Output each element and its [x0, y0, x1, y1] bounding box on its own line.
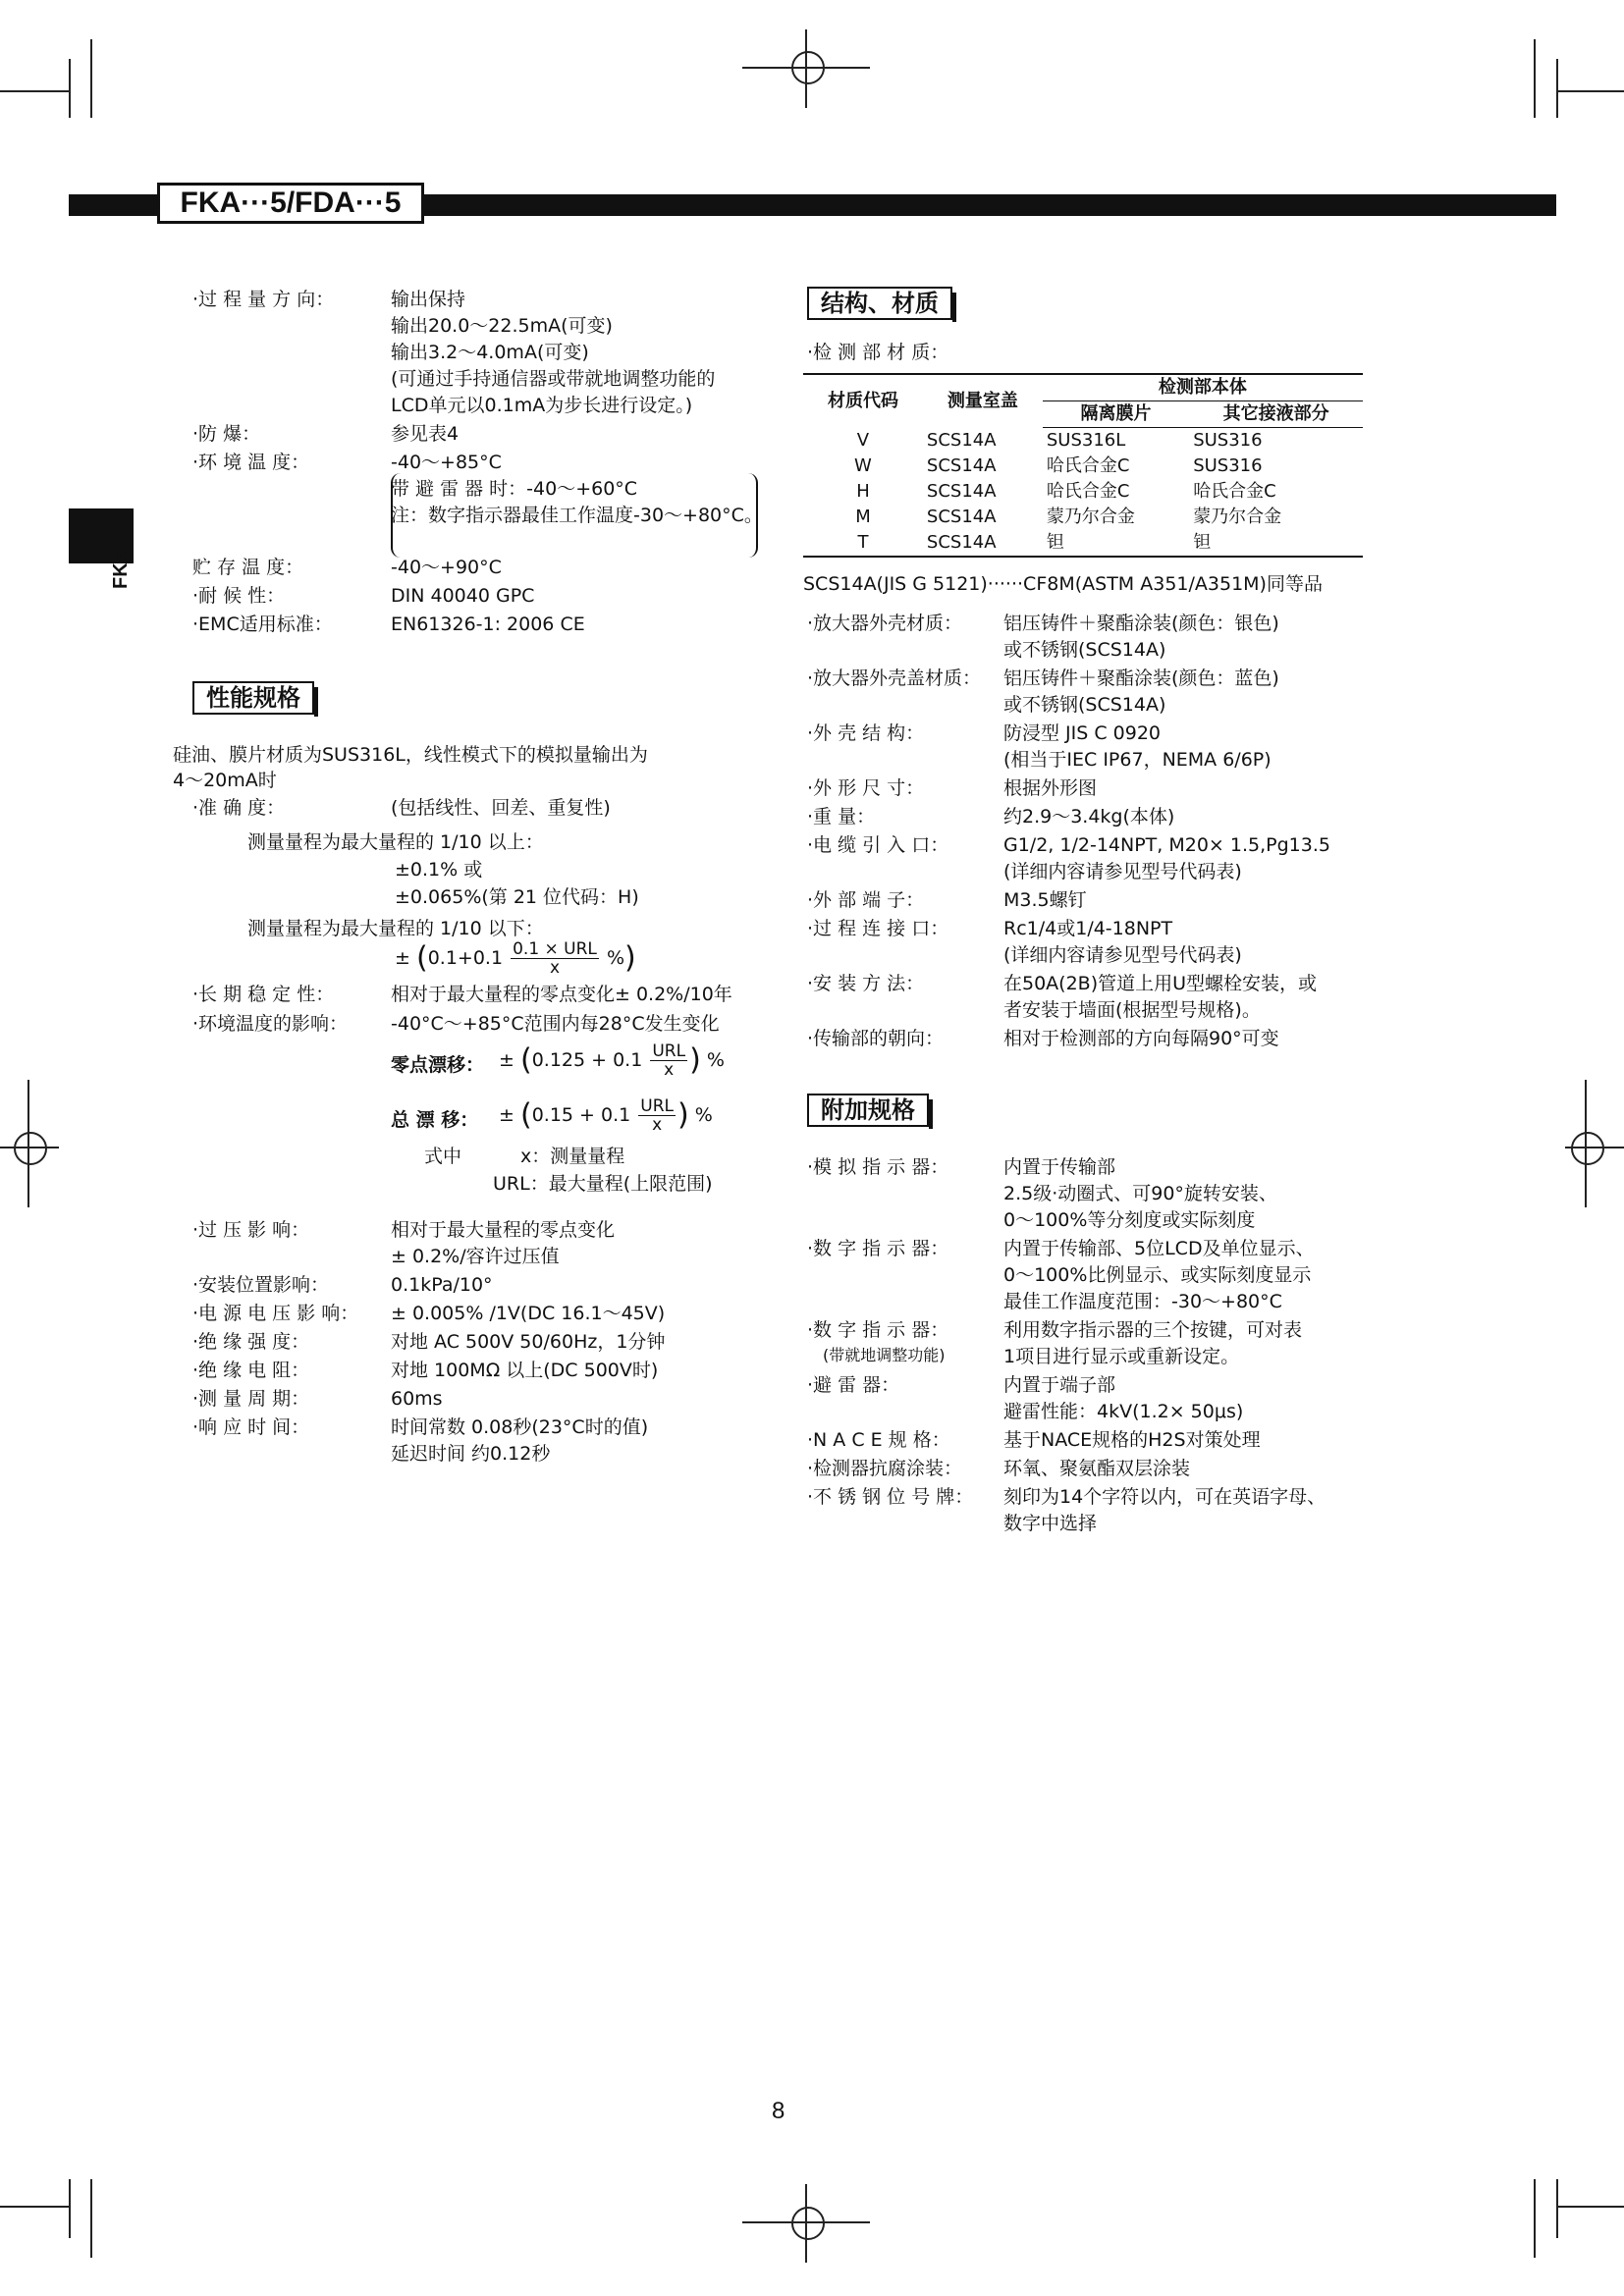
- spec-value: 铝压铸件＋聚酯涂装(颜色：蓝色): [1003, 667, 1279, 689]
- total-unit: %: [694, 1104, 713, 1126]
- formula-den: x: [549, 958, 561, 978]
- spec-value: 环氧、聚氨酯双层涂装: [1003, 1458, 1191, 1479]
- spec-value: 参见表4: [391, 423, 460, 445]
- page-number: 8: [772, 2098, 785, 2124]
- table-row: [803, 479, 1363, 505]
- th-code: 材质代码: [803, 374, 923, 428]
- table-cell: 哈氏合金C: [1046, 455, 1130, 476]
- table-cell: 哈氏合金C: [1046, 481, 1130, 502]
- spec-value: (详细内容请参见型号代码表): [1003, 944, 1242, 966]
- spec-value: 输出20.0～22.5mA(可变): [391, 315, 613, 337]
- spec-value: 1项目进行显示或重新设定。: [1003, 1346, 1240, 1367]
- spec-value: Rc1/4或1/4-18NPT: [1003, 918, 1173, 939]
- spec-value: 基于NACE规格的H2S对策处理: [1003, 1429, 1261, 1451]
- spec-value: -40～+90°C: [391, 557, 502, 578]
- spec-label: 贮 存 温 度：: [192, 557, 304, 578]
- total-den: x: [652, 1115, 663, 1135]
- spec-label: ·电 源 电 压 影 响：: [192, 1303, 359, 1324]
- accuracy-line-1: (包括线性、回差、重复性): [391, 797, 611, 819]
- table-cell: SCS14A: [926, 481, 997, 502]
- spec-value: 数字中选择: [1003, 1513, 1098, 1534]
- spec-value: 对地 100MΩ 以上(DC 500V时): [391, 1360, 659, 1381]
- spec-label: ·N A C E 规 格：: [807, 1429, 950, 1451]
- spec-value: (可通过手持通信器或带就地调整功能的: [391, 368, 716, 390]
- total-drift-label: 总 漂 移：: [391, 1109, 479, 1131]
- spec-label: ·不 锈 钢 位 号 牌：: [807, 1486, 974, 1508]
- zero-unit: %: [706, 1049, 725, 1071]
- table-cell: SCS14A: [926, 429, 997, 451]
- spec-label: ·数 字 指 示 器：: [807, 1319, 949, 1341]
- zero-pm: ±: [499, 1049, 514, 1071]
- spec-label: ·过 程 连 接 口：: [807, 918, 949, 939]
- spec-value: 相对于最大量程的零点变化: [391, 1219, 616, 1241]
- table-note: SCS14A(JIS G 5121)······CF8M(ASTM A351/A351M)同等品: [803, 573, 1323, 595]
- spec-value: 时间常数 0.08秒(23°C时的值): [391, 1416, 649, 1438]
- table-row: [803, 454, 1363, 479]
- spec-label: ·外 部 端 子：: [807, 889, 925, 911]
- spec-value: 刻印为14个字符以内，可在英语字母、: [1003, 1486, 1326, 1508]
- spec-label: ·重 量：: [807, 806, 876, 828]
- spec-value: G1/2, 1/2-14NPT, M20× 1.5,Pg13.5: [1003, 834, 1330, 856]
- additional-section-title: 附加规格: [807, 1094, 929, 1127]
- accuracy-line-5: 测量量程为最大量程的 1/10 以下：: [247, 918, 544, 939]
- spec-label: ·测 量 周 期：: [192, 1388, 310, 1410]
- spec-sublabel: (带就地调整功能): [823, 1346, 946, 1364]
- spec-value: (相当于IEC IP67，NEMA 6/6P): [1003, 749, 1272, 771]
- spec-label: ·绝 缘 电 阻：: [192, 1360, 310, 1381]
- spec-value: 或不锈钢(SCS14A): [1003, 639, 1166, 661]
- formula-unit: %: [606, 947, 625, 969]
- spec-value: 注：数字指示器最佳工作温度-30～+80°C。: [391, 505, 763, 526]
- th-diaphragm: 隔离膜片: [1043, 401, 1189, 428]
- spec-label: ·过 压 影 响：: [192, 1219, 310, 1241]
- perf-section-title: 性能规格: [192, 681, 314, 715]
- spec-value: 根据外形图: [1003, 777, 1098, 799]
- table-cell: SUS316L: [1046, 430, 1126, 451]
- th-body: 检测部本体: [1043, 374, 1363, 401]
- formula-a: 0.1+0.1: [427, 947, 504, 969]
- where-label: 式中: [424, 1146, 462, 1167]
- spec-value: 最佳工作温度范围：-30～+80°C: [1003, 1291, 1282, 1312]
- spec-label: ·检测器抗腐涂装：: [807, 1458, 963, 1479]
- temp-effect-value: -40°C～+85°C范围内每28°C发生变化: [391, 1013, 720, 1035]
- spec-label: ·外 壳 结 构：: [807, 722, 925, 744]
- table-cell: SUS316: [1193, 455, 1263, 476]
- spec-value: 0.1kPa/10°: [391, 1274, 493, 1296]
- total-a: 0.15 + 0.1: [531, 1104, 631, 1126]
- spec-value: DIN 40040 GPC: [391, 585, 535, 607]
- total-num: URL: [640, 1096, 674, 1116]
- spec-value: 内置于端子部: [1003, 1374, 1116, 1396]
- spec-value: ± 0.2%/容许过压值: [391, 1246, 560, 1267]
- table-cell: M: [855, 507, 871, 527]
- zero-a: 0.125 + 0.1: [531, 1049, 643, 1071]
- zero-num: URL: [652, 1041, 686, 1061]
- spec-value: 利用数字指示器的三个按键，可对表: [1003, 1319, 1303, 1341]
- table-cell: 哈氏合金C: [1193, 481, 1276, 502]
- table-cell: SUS316: [1193, 430, 1263, 451]
- where-x: x：测量量程: [520, 1146, 625, 1167]
- spec-value: 延迟时间 约0.12秒: [391, 1443, 551, 1465]
- table-cell: W: [854, 455, 872, 476]
- table-cell: H: [856, 481, 870, 502]
- zero-drift-label: 零点漂移：: [391, 1054, 485, 1076]
- total-pm: ±: [499, 1104, 514, 1126]
- spec-value: -40～+85°C: [391, 452, 502, 473]
- model-title: FKA···5/FDA···5: [157, 183, 424, 224]
- temp-effect-label: ·环境温度的影响：: [192, 1013, 349, 1035]
- detector-label: ·检 测 部 材 质：: [807, 342, 949, 363]
- accuracy-line-3: ±0.1% 或: [395, 859, 483, 881]
- accuracy-formula: ± (0.1+0.1 $\frac{\text{0.1 × URL}}{x}$ %): [395, 939, 636, 978]
- spec-label: ·数 字 指 示 器：: [807, 1238, 949, 1259]
- spec-value: 带 避 雷 器 时：-40～+60°C: [391, 478, 638, 500]
- table-row: [803, 530, 1363, 557]
- where-url: URL：最大量程(上限范围): [493, 1173, 713, 1195]
- spec-label: ·环 境 温 度：: [192, 452, 310, 473]
- spec-label: ·电 缆 引 入 口：: [807, 834, 949, 856]
- spec-value: 者安装于墙面(根据型号规格)。: [1003, 999, 1261, 1021]
- table-cell: SCS14A: [926, 507, 997, 527]
- table-row: [803, 505, 1363, 530]
- spec-label: ·模 拟 指 示 器：: [807, 1156, 949, 1178]
- spec-label: ·耐 候 性：: [192, 585, 286, 607]
- material-table: [803, 373, 1363, 558]
- spec-value: 输出保持: [391, 289, 466, 310]
- table-cell: 钽: [1189, 530, 1363, 557]
- table-cell: T: [803, 530, 923, 557]
- spec-label: ·传输部的朝向：: [807, 1028, 945, 1049]
- table-cell: V: [856, 429, 870, 451]
- total-drift-formula: ± (0.15 + 0.1 $\frac{\text{URL}}{x}$ ) %: [499, 1096, 713, 1135]
- th-wetted: 其它接液部分: [1189, 401, 1363, 428]
- spec-value: 60ms: [391, 1388, 443, 1410]
- formula-num: 0.1 × URL: [513, 939, 597, 959]
- table-cell: 蒙乃尔合金: [1193, 507, 1282, 527]
- spec-value: 防浸型 JIS C 0920: [1003, 722, 1162, 744]
- spec-value: 输出3.2～4.0mA(可变): [391, 342, 589, 363]
- table-cell: SCS14A: [923, 530, 1043, 557]
- spec-label: ·安 装 方 法：: [807, 973, 925, 994]
- spec-value: 内置于传输部、5位LCD及单位显示、: [1003, 1238, 1315, 1259]
- struct-section-title: 结构、材质: [807, 287, 952, 320]
- spec-value: LCD单元以0.1mA为步长进行设定。): [391, 395, 693, 416]
- spec-value: ± 0.005% /1V(DC 16.1～45V): [391, 1303, 666, 1324]
- stability-label: ·长 期 稳 定 性：: [192, 984, 335, 1005]
- spec-label: ·安装位置影响：: [192, 1274, 330, 1296]
- spec-value: 0～100%比例显示、或实际刻度显示: [1003, 1264, 1312, 1286]
- table-cell: 钽: [1043, 530, 1189, 557]
- stability-value: 相对于最大量程的零点变化± 0.2%/10年: [391, 984, 732, 1005]
- spec-value: 在50A(2B)管道上用U型螺栓安装，或: [1003, 973, 1318, 994]
- spec-label: ·绝 缘 强 度：: [192, 1331, 310, 1353]
- spec-value: 内置于传输部: [1003, 1156, 1116, 1178]
- lightning-note-bracket: [391, 473, 758, 558]
- th-room: 测量室盖: [923, 374, 1043, 428]
- accuracy-label: ·准 确 度：: [192, 797, 286, 819]
- table-cell: 蒙乃尔合金: [1046, 507, 1135, 527]
- zero-drift-formula: ± (0.125 + 0.1 $\frac{\text{URL}}{x}$ ) %: [499, 1041, 725, 1080]
- spec-value: 或不锈钢(SCS14A): [1003, 694, 1166, 716]
- spec-label: ·外 形 尺 寸：: [807, 777, 925, 799]
- spec-label: ·放大器外壳盖材质：: [807, 667, 982, 689]
- spec-value: EN61326-1: 2006 CE: [391, 614, 585, 635]
- spec-value: 对地 AC 500V 50/60Hz，1分钟: [391, 1331, 666, 1353]
- perf-intro-2: 4～20mA时: [173, 770, 277, 791]
- formula-pm: ±: [395, 947, 410, 969]
- accuracy-line-4: ±0.065%(第 21 位代码：H): [395, 886, 639, 908]
- spec-label: ·响 应 时 间：: [192, 1416, 310, 1438]
- spec-value: 避雷性能：4kV(1.2× 50μs): [1003, 1401, 1244, 1422]
- accuracy-line-2: 测量量程为最大量程的 1/10 以上：: [247, 831, 544, 853]
- perf-intro-1: 硅油、膜片材质为SUS316L，线性模式下的模拟量输出为: [173, 744, 648, 766]
- spec-value: M3.5螺钉: [1003, 889, 1087, 911]
- spec-value: 0～100%等分刻度或实际刻度: [1003, 1209, 1256, 1231]
- table-cell: SCS14A: [926, 455, 997, 476]
- spec-label: ·放大器外壳材质：: [807, 613, 963, 634]
- table-row: [803, 428, 1363, 454]
- spec-value: 相对于检测部的方向每隔90°可变: [1003, 1028, 1279, 1049]
- spec-label: ·EMC适用标准：: [192, 614, 333, 635]
- spec-label: ·过 程 量 方 向：: [192, 289, 335, 310]
- spec-label: ·避 雷 器：: [807, 1374, 900, 1396]
- spec-value: 2.5级·动圈式、可90°旋转安装、: [1003, 1183, 1277, 1204]
- zero-den: x: [664, 1060, 675, 1080]
- spec-value: 铝压铸件＋聚酯涂装(颜色：银色): [1003, 613, 1279, 634]
- side-tab-label: FKA: [110, 548, 132, 589]
- spec-value: (详细内容请参见型号代码表): [1003, 861, 1242, 882]
- spec-value: 约2.9～3.4kg(本体): [1003, 806, 1175, 828]
- spec-label: ·防 爆：: [192, 423, 261, 445]
